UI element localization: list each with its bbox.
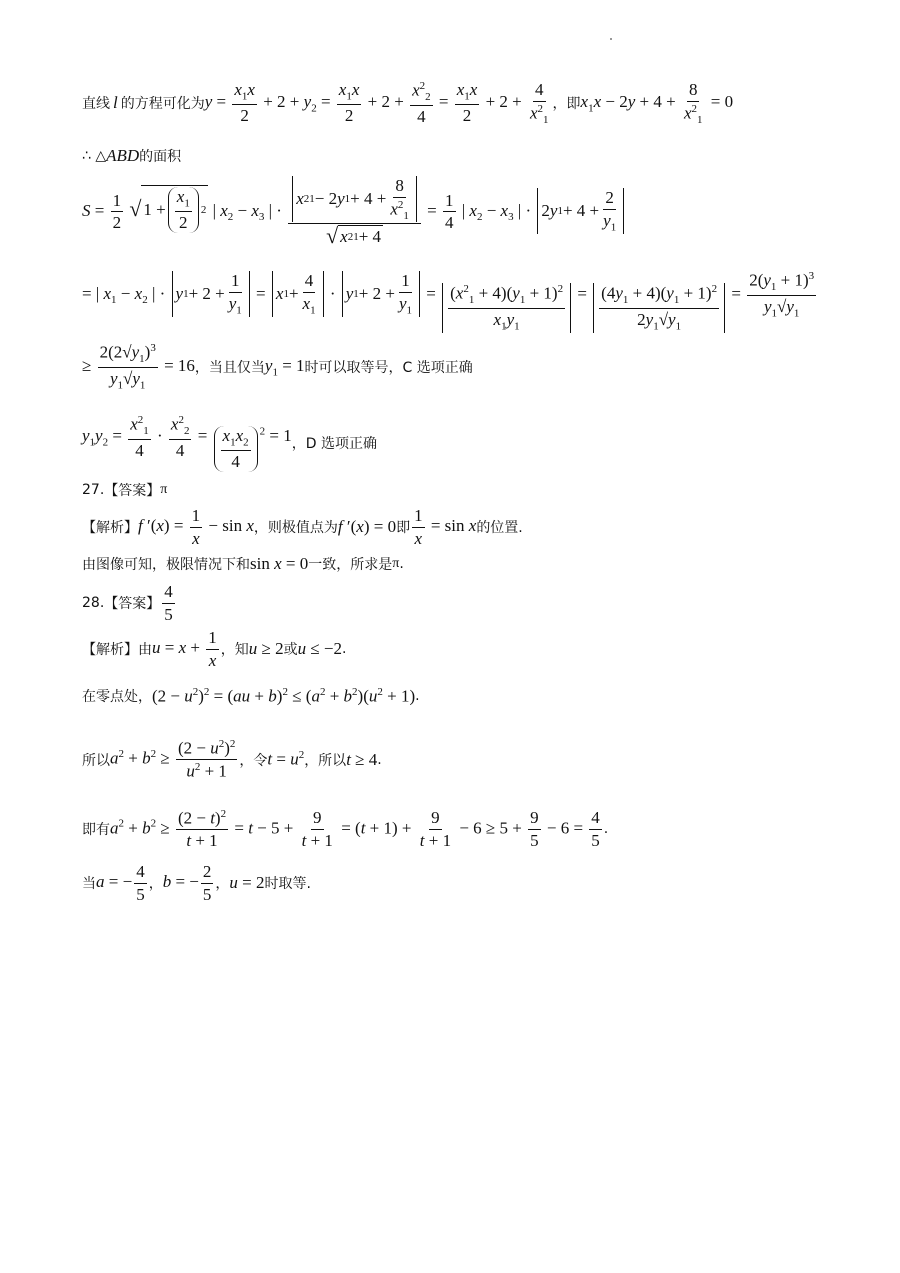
q27-conclusion: 由图像可知，极限情况下和 sin x = 0 一致，所求是 π . xyxy=(82,554,404,573)
q27-analysis: 【解析】 f ′(x) = $\frac{1}{x}$ − sin x ，则极值点为 f ′(x) = 0 即 $\frac{1}{x}$ = sin x 的位置. xyxy=(82,506,523,548)
q27-answer: 27. 【答案】 π xyxy=(82,482,168,499)
q28-bound: 所以 $a^2 + b^2$ ≥ $\frac{(2 - u^2)^2}{u^2 + 1}$ ，令 $t = u^2$ ，所以 t ≥ 4 . xyxy=(82,738,382,781)
q28-chain: 即有 $a^2 + b^2$ ≥ $\frac{(2 - t)^2}{t + 1}$ = t − 5 + $\frac{9}{t + 1}$ = (t + 1) + $\frac{9}{t + 1}$ − 6 ≥ 5 + $\frac{9}{5}$ − 6 = $\frac{4}{5}$ . xyxy=(82,808,609,851)
q28-equality: 当 a = − $\frac{4}{5}$ ， b = − $\frac{2}{5}$ ， u = 2 时取等. xyxy=(82,862,311,904)
area-formula-2: = | $x_1 - x_2$ | · y 1 + 2 + $\frac{1}{y_1}$ = x 1 + $\frac{4}{x_1}$ · y 1 + 2 + $\frac{1}{y_1}$ = $\frac{(x^2_1 + 4)(y_1 + 1)^2}{x_1y_1}$ = $\frac{(4y_1 + 4)(y_1 + 1)^2}{2y_1√y_1}$ = $\frac{2(y_1 + 1)^3}{y_1√y_1}$ xyxy=(82,270,815,333)
line-equation-math: y = $\frac{x_1x}{2}$ + $2 + y_2$ = $\frac{x_1x}{2}$ + 2 + $\frac{x^2_2}{4}$ = $\frac{x_1x}{2}$ + 2 + $\frac{4}{x^2_1}$ xyxy=(204,80,549,126)
area-title: ∴ △ ABD 的面积 xyxy=(82,146,182,165)
area-formula-1: S = $\frac{1}{2}$ √ 1 + $\frac{x_1}{2}$ 2 | $x_2 - x_3$ | · x 2 1 − 2 y 1 + 4 + $\frac{8}{x^2_1}$ √ x 2 1 + 4 = $\frac{1}{4}$ | $x_2 - x_3$ | · 2 y 1 + 4 + $\frac{2}{y_1}$ xyxy=(82,176,626,248)
q28-analysis: 【解析】 由 u = x + $\frac{1}{x}$ ，知 u ≥ 2 或 u ≤ −2 . xyxy=(82,628,347,670)
product-line: $y_1y_2$ = $\frac{x^2_1}{4}$ · $\frac{x^2_2}{4}$ = $\frac{x_1x_2}{4}$ $^2$ = 1 ，D 选项正确 xyxy=(82,414,377,472)
scan-speck xyxy=(610,38,612,40)
q28-zero-point: 在零点处， $(2 - u^2)^2 = (au + b)^2 \le (a^2 + b^2)(u^2 + 1)$ . xyxy=(82,686,420,706)
inequality-line: ≥ $\frac{2(2√y_1)^3}{y_1√y_1}$ = 16 ，当且仅当 $y_1 = 1$ 时可以取等号，C 选项正确 xyxy=(82,342,473,392)
line-equation: 直线 l 的方程可化为 y = $\frac{x_1x}{2}$ + $2 + y_2$ = $\frac{x_1x}{2}$ + 2 + $\frac{x^2_2}{4}$ = $\frac{x_1x}{2}$ + 2 + $\frac{4}{x^2_1}$ ，即 $x_1x - 2y + 4$ + $\frac{8}{x^2_1}$ = 0 xyxy=(82,80,734,126)
q28-answer: 28. 【答案】 $\frac{4}{5}$ xyxy=(82,582,173,624)
